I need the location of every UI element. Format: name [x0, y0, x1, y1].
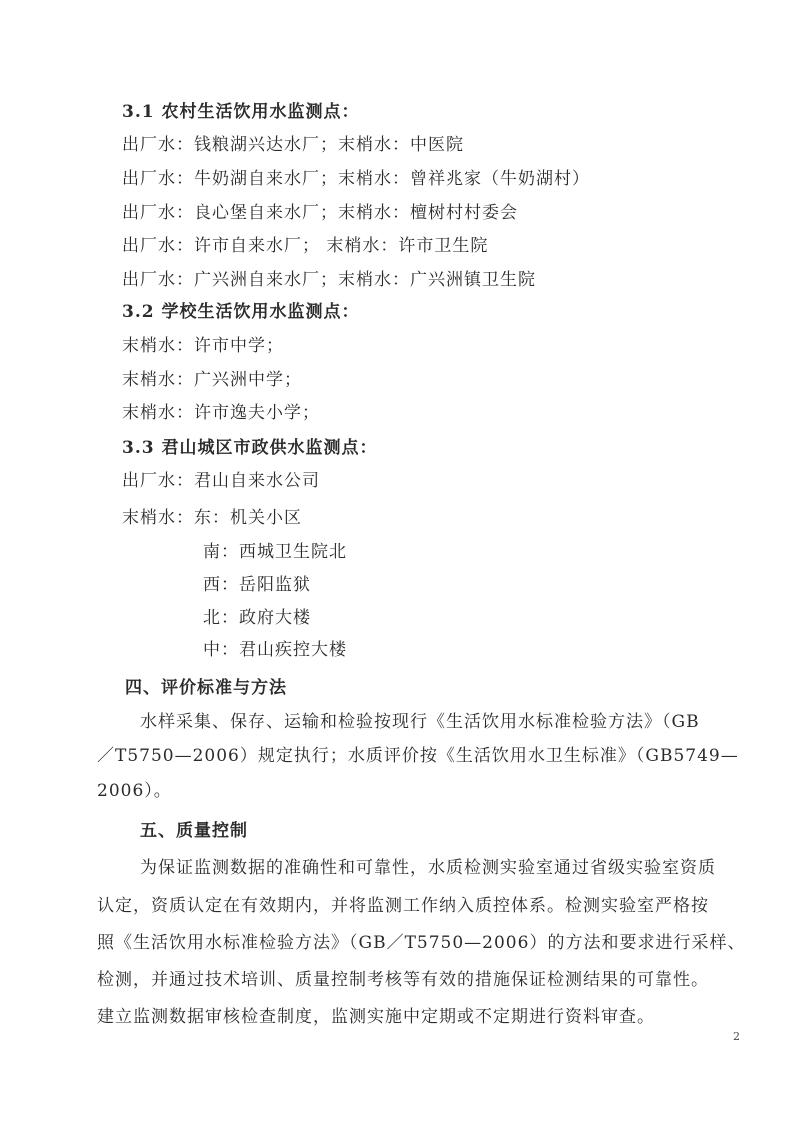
school-monitoring-point: 末梢水：许市逸夫小学； — [122, 403, 320, 423]
paragraph-line: 为保证监测数据的准确性和可靠性，水质检测实验室通过省级实验室资质 — [140, 858, 716, 878]
section-3-3-heading: 3.3 君山城区市政供水监测点： — [122, 438, 378, 458]
paragraph-line: 建立监测数据审核检查制度，监测实施中定期或不定期进行资料审查。 — [97, 1007, 655, 1027]
section-4-heading: 四、评价标准与方法 — [125, 678, 287, 698]
city-monitoring-point: 末梢水：东：机关小区 — [122, 508, 302, 528]
paragraph-line: 检测，并通过技术培训、质量控制考核等有效的措施保证检测结果的可靠性。 — [97, 970, 709, 990]
section-3-1-heading: 3.1 农村生活饮用水监测点： — [122, 102, 360, 122]
city-monitoring-point: 南：西城卫生院北 — [203, 542, 347, 562]
rural-monitoring-point: 出厂水：广兴洲自来水厂；末梢水：广兴洲镇卫生院 — [122, 270, 536, 290]
paragraph-line: 水样采集、保存、运输和检验按现行《生活饮用水标准检验方法》（GB — [140, 712, 700, 732]
school-monitoring-point: 末梢水：广兴洲中学； — [122, 370, 302, 390]
rural-monitoring-point: 出厂水：牛奶湖自来水厂；末梢水：曾祥兆家（牛奶湖村） — [122, 169, 590, 189]
rural-monitoring-point: 出厂水：良心堡自来水厂；末梢水：檀树村村委会 — [122, 203, 518, 223]
city-monitoring-point: 北：政府大楼 — [203, 608, 311, 628]
city-monitoring-point: 出厂水：君山自来水公司 — [122, 471, 320, 491]
paragraph-line: 2006）。 — [97, 781, 172, 801]
rural-monitoring-point: 出厂水：许市自来水厂； 末梢水：许市卫生院 — [122, 236, 489, 256]
city-monitoring-point: 西：岳阳监狱 — [203, 575, 311, 595]
section-3-2-heading: 3.2 学校生活饮用水监测点： — [122, 302, 360, 322]
school-monitoring-point: 末梢水：许市中学； — [122, 336, 284, 356]
paragraph-line: 认定，资质认定在有效期内，并将监测工作纳入质控体系。检测实验室严格按 — [97, 896, 709, 916]
rural-monitoring-point: 出厂水：钱粮湖兴达水厂；末梢水：中医院 — [122, 135, 464, 155]
paragraph-line: ／T5750—2006）规定执行；水质评价按《生活饮用水卫生标准》（GB5749— — [97, 746, 739, 766]
city-monitoring-point: 中：君山疾控大楼 — [203, 640, 347, 660]
page-number: 2 — [733, 1030, 740, 1043]
section-5-heading: 五、质量控制 — [140, 821, 248, 841]
paragraph-line: 照《生活饮用水标准检验方法》（GB／T5750—2006）的方法和要求进行采样、 — [97, 933, 746, 953]
